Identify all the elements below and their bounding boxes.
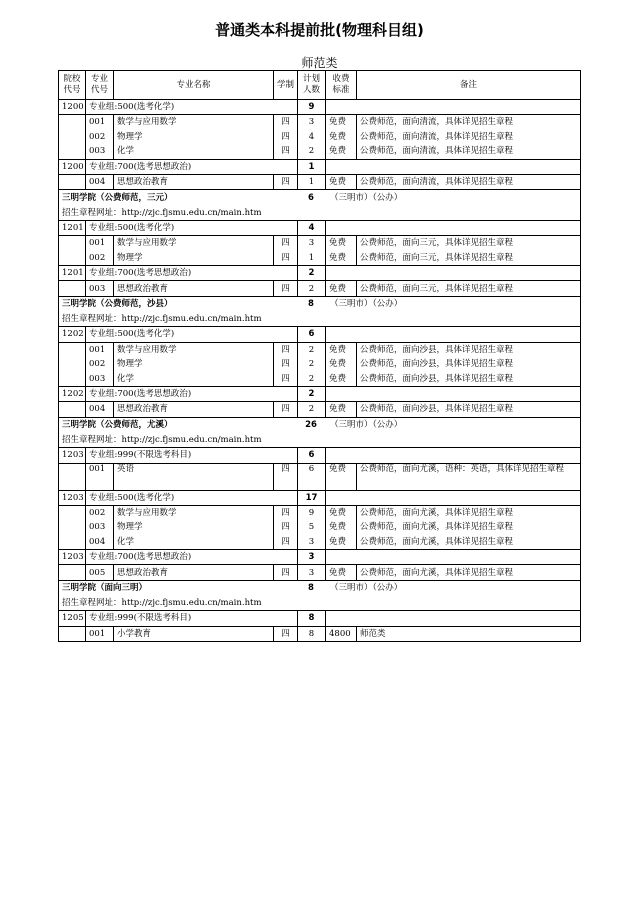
group-row <box>59 550 581 565</box>
school-type: （公办） <box>372 192 403 203</box>
major-name: 思想政治教育 <box>114 174 274 189</box>
major-plan: 3 <box>298 236 326 251</box>
school-type: （公办） <box>372 583 403 594</box>
group-row <box>59 100 581 115</box>
header-plan: 计划 人数 <box>298 71 326 100</box>
major-note: 公费师范，面向三元，具体详见招生章程 <box>357 281 581 296</box>
major-duration: 四 <box>274 505 298 520</box>
major-note: 公费师范，面向沙县，具体详见招生章程 <box>357 371 581 386</box>
major-row <box>59 520 581 534</box>
major-row <box>59 144 581 159</box>
header-major-name: 专业名称 <box>114 71 274 100</box>
school-plan: 6 <box>308 192 314 203</box>
enrollment-table <box>58 70 581 642</box>
group-school-code: 1200 <box>59 100 86 115</box>
group-school-code: 1201 <box>59 266 86 281</box>
major-code: 004 <box>86 174 114 189</box>
major-duration: 四 <box>274 144 298 159</box>
page-title: 普通类本科提前批(物理科目组) <box>215 21 424 39</box>
major-note: 公费师范，面向沙县，具体详见招生章程 <box>357 402 581 417</box>
school-type: （公办） <box>372 420 403 431</box>
major-blank <box>59 626 86 641</box>
major-code: 001 <box>86 115 114 130</box>
group-plan: 8 <box>298 611 326 626</box>
group-label: 专业组:700(选考思想政治) <box>86 159 298 174</box>
major-duration: 四 <box>274 251 298 266</box>
school-type: （公办） <box>372 299 403 310</box>
major-row <box>59 505 581 520</box>
group-empty <box>326 550 581 565</box>
group-label: 专业组:700(选考思想政治) <box>86 386 298 401</box>
group-empty <box>326 220 581 235</box>
major-duration: 四 <box>274 535 298 550</box>
school-city: （三明市） <box>330 583 373 594</box>
major-plan: 1 <box>298 174 326 189</box>
group-plan: 2 <box>298 386 326 401</box>
major-code: 003 <box>86 281 114 296</box>
major-fee: 免费 <box>326 505 357 520</box>
group-row <box>59 386 581 401</box>
major-note: 公费师范，面向沙县，具体详见招生章程 <box>357 357 581 371</box>
major-duration: 四 <box>274 236 298 251</box>
major-code: 005 <box>86 565 114 580</box>
school-cell <box>59 417 581 433</box>
major-code: 002 <box>86 505 114 520</box>
major-fee: 免费 <box>326 115 357 130</box>
major-note: 公费师范，面向三元，具体详见招生章程 <box>357 236 581 251</box>
school-name: 三明学院（公费师范，沙县） <box>62 299 173 310</box>
major-blank <box>59 342 86 357</box>
major-note: 公费师范，面向清流，具体详见招生章程 <box>357 130 581 144</box>
major-note: 公费师范，面向尤溪，具体详见招生章程 <box>357 520 581 534</box>
school-url-row <box>59 433 581 448</box>
school-url[interactable]: 招生章程网址：http://zjc.fjsmu.edu.cn/main.htm <box>59 312 581 327</box>
major-name: 数学与应用数学 <box>114 505 274 520</box>
school-plan: 26 <box>305 420 317 431</box>
major-note: 公费师范，面向清流，具体详见招生章程 <box>357 144 581 159</box>
group-row <box>59 220 581 235</box>
group-school-code: 1205 <box>59 611 86 626</box>
group-school-code: 1203 <box>59 490 86 505</box>
group-row <box>59 327 581 342</box>
table-body <box>59 100 581 642</box>
major-code: 002 <box>86 357 114 371</box>
major-blank <box>59 357 86 371</box>
school-url[interactable]: 招生章程网址：http://zjc.fjsmu.edu.cn/main.htm <box>59 433 581 448</box>
major-blank <box>59 174 86 189</box>
major-plan: 9 <box>298 505 326 520</box>
group-empty <box>326 490 581 505</box>
group-empty <box>326 100 581 115</box>
major-name: 化学 <box>114 535 274 550</box>
school-row <box>59 296 581 312</box>
major-fee: 免费 <box>326 251 357 266</box>
header-duration: 学制 <box>274 71 298 100</box>
major-plan: 3 <box>298 115 326 130</box>
group-plan: 3 <box>298 550 326 565</box>
school-url-row <box>59 596 581 611</box>
group-empty <box>326 327 581 342</box>
group-plan: 9 <box>298 100 326 115</box>
group-row <box>59 611 581 626</box>
major-plan: 2 <box>298 402 326 417</box>
major-row <box>59 357 581 371</box>
major-plan: 6 <box>298 463 326 490</box>
group-empty <box>326 266 581 281</box>
major-plan: 3 <box>298 565 326 580</box>
major-code: 003 <box>86 371 114 386</box>
group-school-code: 1202 <box>59 327 86 342</box>
major-blank <box>59 251 86 266</box>
major-duration: 四 <box>274 371 298 386</box>
major-duration: 四 <box>274 402 298 417</box>
major-note: 公费师范，面向尤溪，具体详见招生章程 <box>357 505 581 520</box>
group-label: 专业组:500(选考化学) <box>86 490 298 505</box>
group-label: 专业组:700(选考思想政治) <box>86 550 298 565</box>
major-row <box>59 402 581 417</box>
major-blank <box>59 236 86 251</box>
major-note: 公费师范，面向尤溪，具体详见招生章程 <box>357 535 581 550</box>
major-fee: 免费 <box>326 520 357 534</box>
major-fee: 免费 <box>326 130 357 144</box>
school-name: 三明学院（公费师范，三元） <box>62 192 173 203</box>
major-code: 001 <box>86 236 114 251</box>
major-blank <box>59 463 86 490</box>
major-note: 公费师范，面向清流，具体详见招生章程 <box>357 174 581 189</box>
header-major-code: 专业 代号 <box>86 71 114 100</box>
group-school-code: 1200 <box>59 159 86 174</box>
group-row <box>59 448 581 463</box>
group-plan: 4 <box>298 220 326 235</box>
major-code: 004 <box>86 535 114 550</box>
group-label: 专业组:500(选考化学) <box>86 327 298 342</box>
school-cell <box>59 580 581 596</box>
group-school-code: 1201 <box>59 220 86 235</box>
major-name: 数学与应用数学 <box>114 342 274 357</box>
school-cell <box>59 296 581 312</box>
major-fee: 免费 <box>326 281 357 296</box>
school-url[interactable]: 招生章程网址：http://zjc.fjsmu.edu.cn/main.htm <box>59 205 581 220</box>
school-city: （三明市） <box>330 420 373 431</box>
school-name: 三明学院（公费师范，尤溪） <box>62 420 173 431</box>
major-fee: 免费 <box>326 174 357 189</box>
major-code: 002 <box>86 251 114 266</box>
major-duration: 四 <box>274 130 298 144</box>
major-note: 公费师范，面向沙县，具体详见招生章程 <box>357 342 581 357</box>
major-note: 公费师范，面向尤溪，具体详见招生章程 <box>357 565 581 580</box>
major-duration: 四 <box>274 357 298 371</box>
major-blank <box>59 402 86 417</box>
major-duration: 四 <box>274 281 298 296</box>
major-name: 小学教育 <box>114 626 274 641</box>
major-blank <box>59 565 86 580</box>
major-row <box>59 115 581 130</box>
major-row <box>59 535 581 550</box>
major-name: 物理学 <box>114 520 274 534</box>
major-code: 001 <box>86 463 114 490</box>
major-name: 数学与应用数学 <box>114 115 274 130</box>
major-fee: 免费 <box>326 535 357 550</box>
group-plan: 1 <box>298 159 326 174</box>
group-row <box>59 159 581 174</box>
major-code: 003 <box>86 520 114 534</box>
major-fee: 免费 <box>326 357 357 371</box>
major-plan: 2 <box>298 357 326 371</box>
major-plan: 2 <box>298 144 326 159</box>
major-duration: 四 <box>274 520 298 534</box>
major-plan: 4 <box>298 130 326 144</box>
major-plan: 1 <box>298 251 326 266</box>
group-school-code: 1202 <box>59 386 86 401</box>
major-blank <box>59 115 86 130</box>
major-row <box>59 130 581 144</box>
major-fee: 免费 <box>326 463 357 490</box>
group-row <box>59 266 581 281</box>
group-label: 专业组:999(不限选考科目) <box>86 448 298 463</box>
major-name: 物理学 <box>114 357 274 371</box>
major-row <box>59 281 581 296</box>
school-row <box>59 580 581 596</box>
major-name: 化学 <box>114 371 274 386</box>
major-duration: 四 <box>274 463 298 490</box>
major-blank <box>59 371 86 386</box>
group-plan: 6 <box>298 448 326 463</box>
major-plan: 2 <box>298 342 326 357</box>
major-row <box>59 342 581 357</box>
major-name: 化学 <box>114 144 274 159</box>
group-school-code: 1203 <box>59 550 86 565</box>
major-fee: 免费 <box>326 565 357 580</box>
group-school-code: 1203 <box>59 448 86 463</box>
major-blank <box>59 535 86 550</box>
school-city: （三明市） <box>330 299 373 310</box>
school-city: （三明市） <box>330 192 373 203</box>
major-blank <box>59 505 86 520</box>
major-duration: 四 <box>274 115 298 130</box>
group-plan: 2 <box>298 266 326 281</box>
major-row <box>59 251 581 266</box>
major-row <box>59 565 581 580</box>
major-code: 001 <box>86 342 114 357</box>
major-name: 思想政治教育 <box>114 281 274 296</box>
school-cell <box>59 190 581 206</box>
group-row <box>59 490 581 505</box>
major-name: 数学与应用数学 <box>114 236 274 251</box>
major-code: 003 <box>86 144 114 159</box>
group-label: 专业组:500(选考化学) <box>86 100 298 115</box>
header-fee: 收费 标准 <box>326 71 357 100</box>
major-duration: 四 <box>274 565 298 580</box>
table-header-row <box>59 71 581 100</box>
group-plan: 17 <box>298 490 326 505</box>
major-name: 英语 <box>114 463 274 490</box>
major-code: 002 <box>86 130 114 144</box>
major-fee: 免费 <box>326 371 357 386</box>
major-fee: 免费 <box>326 144 357 159</box>
group-label: 专业组:700(选考思想政治) <box>86 266 298 281</box>
group-empty <box>326 448 581 463</box>
major-fee: 4800 <box>326 626 357 641</box>
major-plan: 3 <box>298 535 326 550</box>
school-url-row <box>59 312 581 327</box>
major-plan: 2 <box>298 371 326 386</box>
major-name: 思想政治教育 <box>114 565 274 580</box>
header-note: 备注 <box>357 71 581 100</box>
major-note: 师范类 <box>357 626 581 641</box>
school-name: 三明学院（面向三明） <box>62 583 148 594</box>
school-row <box>59 190 581 206</box>
major-code: 004 <box>86 402 114 417</box>
major-name: 物理学 <box>114 251 274 266</box>
major-blank <box>59 144 86 159</box>
major-name: 物理学 <box>114 130 274 144</box>
section-title: 师范类 <box>301 56 338 70</box>
major-duration: 四 <box>274 626 298 641</box>
major-blank <box>59 281 86 296</box>
major-fee: 免费 <box>326 402 357 417</box>
school-url[interactable]: 招生章程网址：http://zjc.fjsmu.edu.cn/main.htm <box>59 596 581 611</box>
major-name: 思想政治教育 <box>114 402 274 417</box>
major-plan: 2 <box>298 281 326 296</box>
school-url-row <box>59 205 581 220</box>
major-row <box>59 174 581 189</box>
group-label: 专业组:999(不限选考科目) <box>86 611 298 626</box>
major-note: 公费师范，面向尤溪，语种：英语，具体详见招生章程 <box>357 463 581 490</box>
group-empty <box>326 159 581 174</box>
major-plan: 8 <box>298 626 326 641</box>
group-label: 专业组:500(选考化学) <box>86 220 298 235</box>
major-code: 001 <box>86 626 114 641</box>
group-plan: 6 <box>298 327 326 342</box>
major-note: 公费师范，面向清流，具体详见招生章程 <box>357 115 581 130</box>
header-school-code: 院校 代号 <box>59 71 86 100</box>
school-plan: 8 <box>308 299 314 310</box>
major-duration: 四 <box>274 174 298 189</box>
major-row <box>59 463 581 490</box>
major-fee: 免费 <box>326 236 357 251</box>
school-row <box>59 417 581 433</box>
major-fee: 免费 <box>326 342 357 357</box>
major-row <box>59 371 581 386</box>
group-empty <box>326 386 581 401</box>
school-plan: 8 <box>308 583 314 594</box>
major-row <box>59 626 581 641</box>
group-empty <box>326 611 581 626</box>
major-duration: 四 <box>274 342 298 357</box>
major-blank <box>59 520 86 534</box>
major-plan: 5 <box>298 520 326 534</box>
major-note: 公费师范，面向三元，具体详见招生章程 <box>357 251 581 266</box>
major-blank <box>59 130 86 144</box>
major-row <box>59 236 581 251</box>
